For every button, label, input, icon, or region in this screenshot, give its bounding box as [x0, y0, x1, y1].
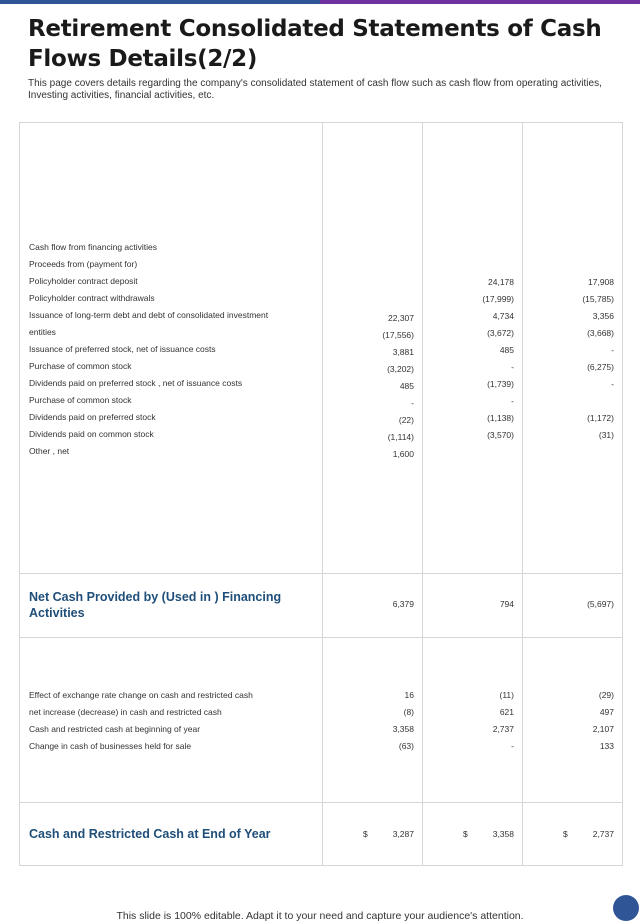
financing-values-col1 [322, 310, 414, 463]
corner-dot [613, 895, 639, 921]
row-divider-2 [20, 637, 622, 638]
value-cell: 133 [599, 741, 614, 751]
currency-symbol: $ [463, 829, 468, 839]
value-cell: (31) [598, 430, 614, 440]
financing-values-col3 [522, 274, 614, 444]
value-cell: 1,600 [392, 449, 414, 459]
value-cell: 3,358 [392, 724, 414, 734]
net-cash-value-1: 6,379 [392, 599, 414, 609]
value-cell: 2,737 [492, 724, 514, 734]
changes-label: Change in cash of businesses held for sale [29, 741, 192, 751]
currency-symbol: $ [563, 829, 568, 839]
value-cell: (3,202) [387, 364, 414, 374]
value-cell: 485 [499, 345, 514, 355]
value-cell: (3,672) [487, 328, 514, 338]
value-cell [522, 393, 614, 410]
value-cell: - [511, 741, 514, 751]
cash-flow-table [19, 122, 623, 866]
value-cell: (63) [398, 741, 414, 751]
financing-label: Dividends paid on preferred stock [29, 412, 156, 422]
row-divider-3 [20, 802, 622, 803]
footer-note: This slide is 100% editable. Adapt it to your need and capture your audience's attention. [116, 910, 524, 922]
value-cell: 485 [399, 381, 414, 391]
net-cash-value-3: (5,697) [587, 599, 614, 609]
value-cell: (1,114) [387, 432, 414, 442]
value-cell: (6,275) [587, 362, 614, 372]
page-subtitle: This page covers details regarding the company's consolidated statement of cash flow such as cash flow from operating activities, Investing activities, financial activities, etc. [28, 78, 602, 101]
value-cell: (3,668) [587, 328, 614, 338]
value-cell: 497 [599, 707, 614, 717]
end-cash-value-3: 2,737 [592, 829, 614, 839]
value-cell: 22,307 [388, 313, 414, 323]
value-cell: 2,107 [592, 724, 614, 734]
net-cash-value-2: 794 [499, 599, 514, 609]
financing-label: Issuance of long-term debt and debt of consolidated investment [29, 310, 269, 320]
value-cell: - [511, 396, 514, 406]
changes-values-col1 [322, 687, 414, 755]
row-divider-1 [20, 573, 622, 574]
currency-symbol: $ [363, 829, 368, 839]
changes-label: net increase (decrease) in cash and restricted cash [29, 707, 222, 717]
value-cell: (17,999) [482, 294, 514, 304]
value-cell: (15,785) [582, 294, 614, 304]
page-title: Retirement Consolidated Statements of Cash Flows Details(2/2) [28, 16, 602, 72]
value-cell: 621 [499, 707, 514, 717]
value-cell: 24,178 [488, 277, 514, 287]
financing-label: Dividends paid on preferred stock , net of issuance costs [29, 378, 243, 388]
value-cell: (1,172) [587, 413, 614, 423]
value-cell: 16 [404, 690, 414, 700]
changes-values-col2 [422, 687, 514, 755]
value-cell: 3,881 [392, 347, 414, 357]
changes-labels [29, 687, 319, 755]
top-accent-bar-purple [320, 0, 640, 4]
value-cell: 17,908 [588, 277, 614, 287]
value-cell: (11) [499, 690, 514, 700]
financing-label: Issuance of preferred stock, net of issuance costs [29, 344, 216, 354]
financing-label: entities [29, 327, 56, 337]
value-cell: (1,138) [487, 413, 514, 423]
value-cell: - [411, 398, 414, 408]
value-cell: - [611, 379, 614, 389]
value-cell: - [611, 345, 614, 355]
value-cell: 3,356 [592, 311, 614, 321]
financing-label: Purchase of common stock [29, 361, 132, 371]
financing-label: Dividends paid on common stock [29, 429, 154, 439]
financing-label: Cash flow from financing activities [29, 242, 158, 252]
financing-label: Purchase of common stock [29, 395, 132, 405]
end-cash-value-1: 3,287 [392, 829, 414, 839]
value-cell: (3,570) [487, 430, 514, 440]
value-cell: (22) [398, 415, 414, 425]
value-cell: (17,556) [382, 330, 414, 340]
financing-label: Proceeds from (payment for) [29, 259, 138, 269]
financing-label: Policyholder contract deposit [29, 276, 138, 286]
financing-values-col2 [422, 274, 514, 444]
value-cell: (29) [598, 690, 614, 700]
financing-label: Policyholder contract withdrawals [29, 293, 155, 303]
value-cell: (1,739) [487, 379, 514, 389]
end-cash-label: Cash and Restricted Cash at End of Year [29, 827, 271, 841]
value-cell: - [511, 362, 514, 372]
value-cell: (8) [403, 707, 414, 717]
net-cash-label: Net Cash Provided by (Used in ) Financing Activities [29, 590, 282, 620]
top-accent-bar-blue [0, 0, 320, 4]
changes-label: Cash and restricted cash at beginning of year [29, 724, 201, 734]
changes-label: Effect of exchange rate change on cash and restricted cash [29, 690, 253, 700]
changes-values-col3 [522, 687, 614, 755]
top-accent-bar [0, 0, 640, 4]
financing-label: Other , net [29, 446, 70, 456]
financing-labels [29, 239, 319, 460]
end-cash-value-2: 3,358 [492, 829, 514, 839]
value-cell: 4,734 [492, 311, 514, 321]
